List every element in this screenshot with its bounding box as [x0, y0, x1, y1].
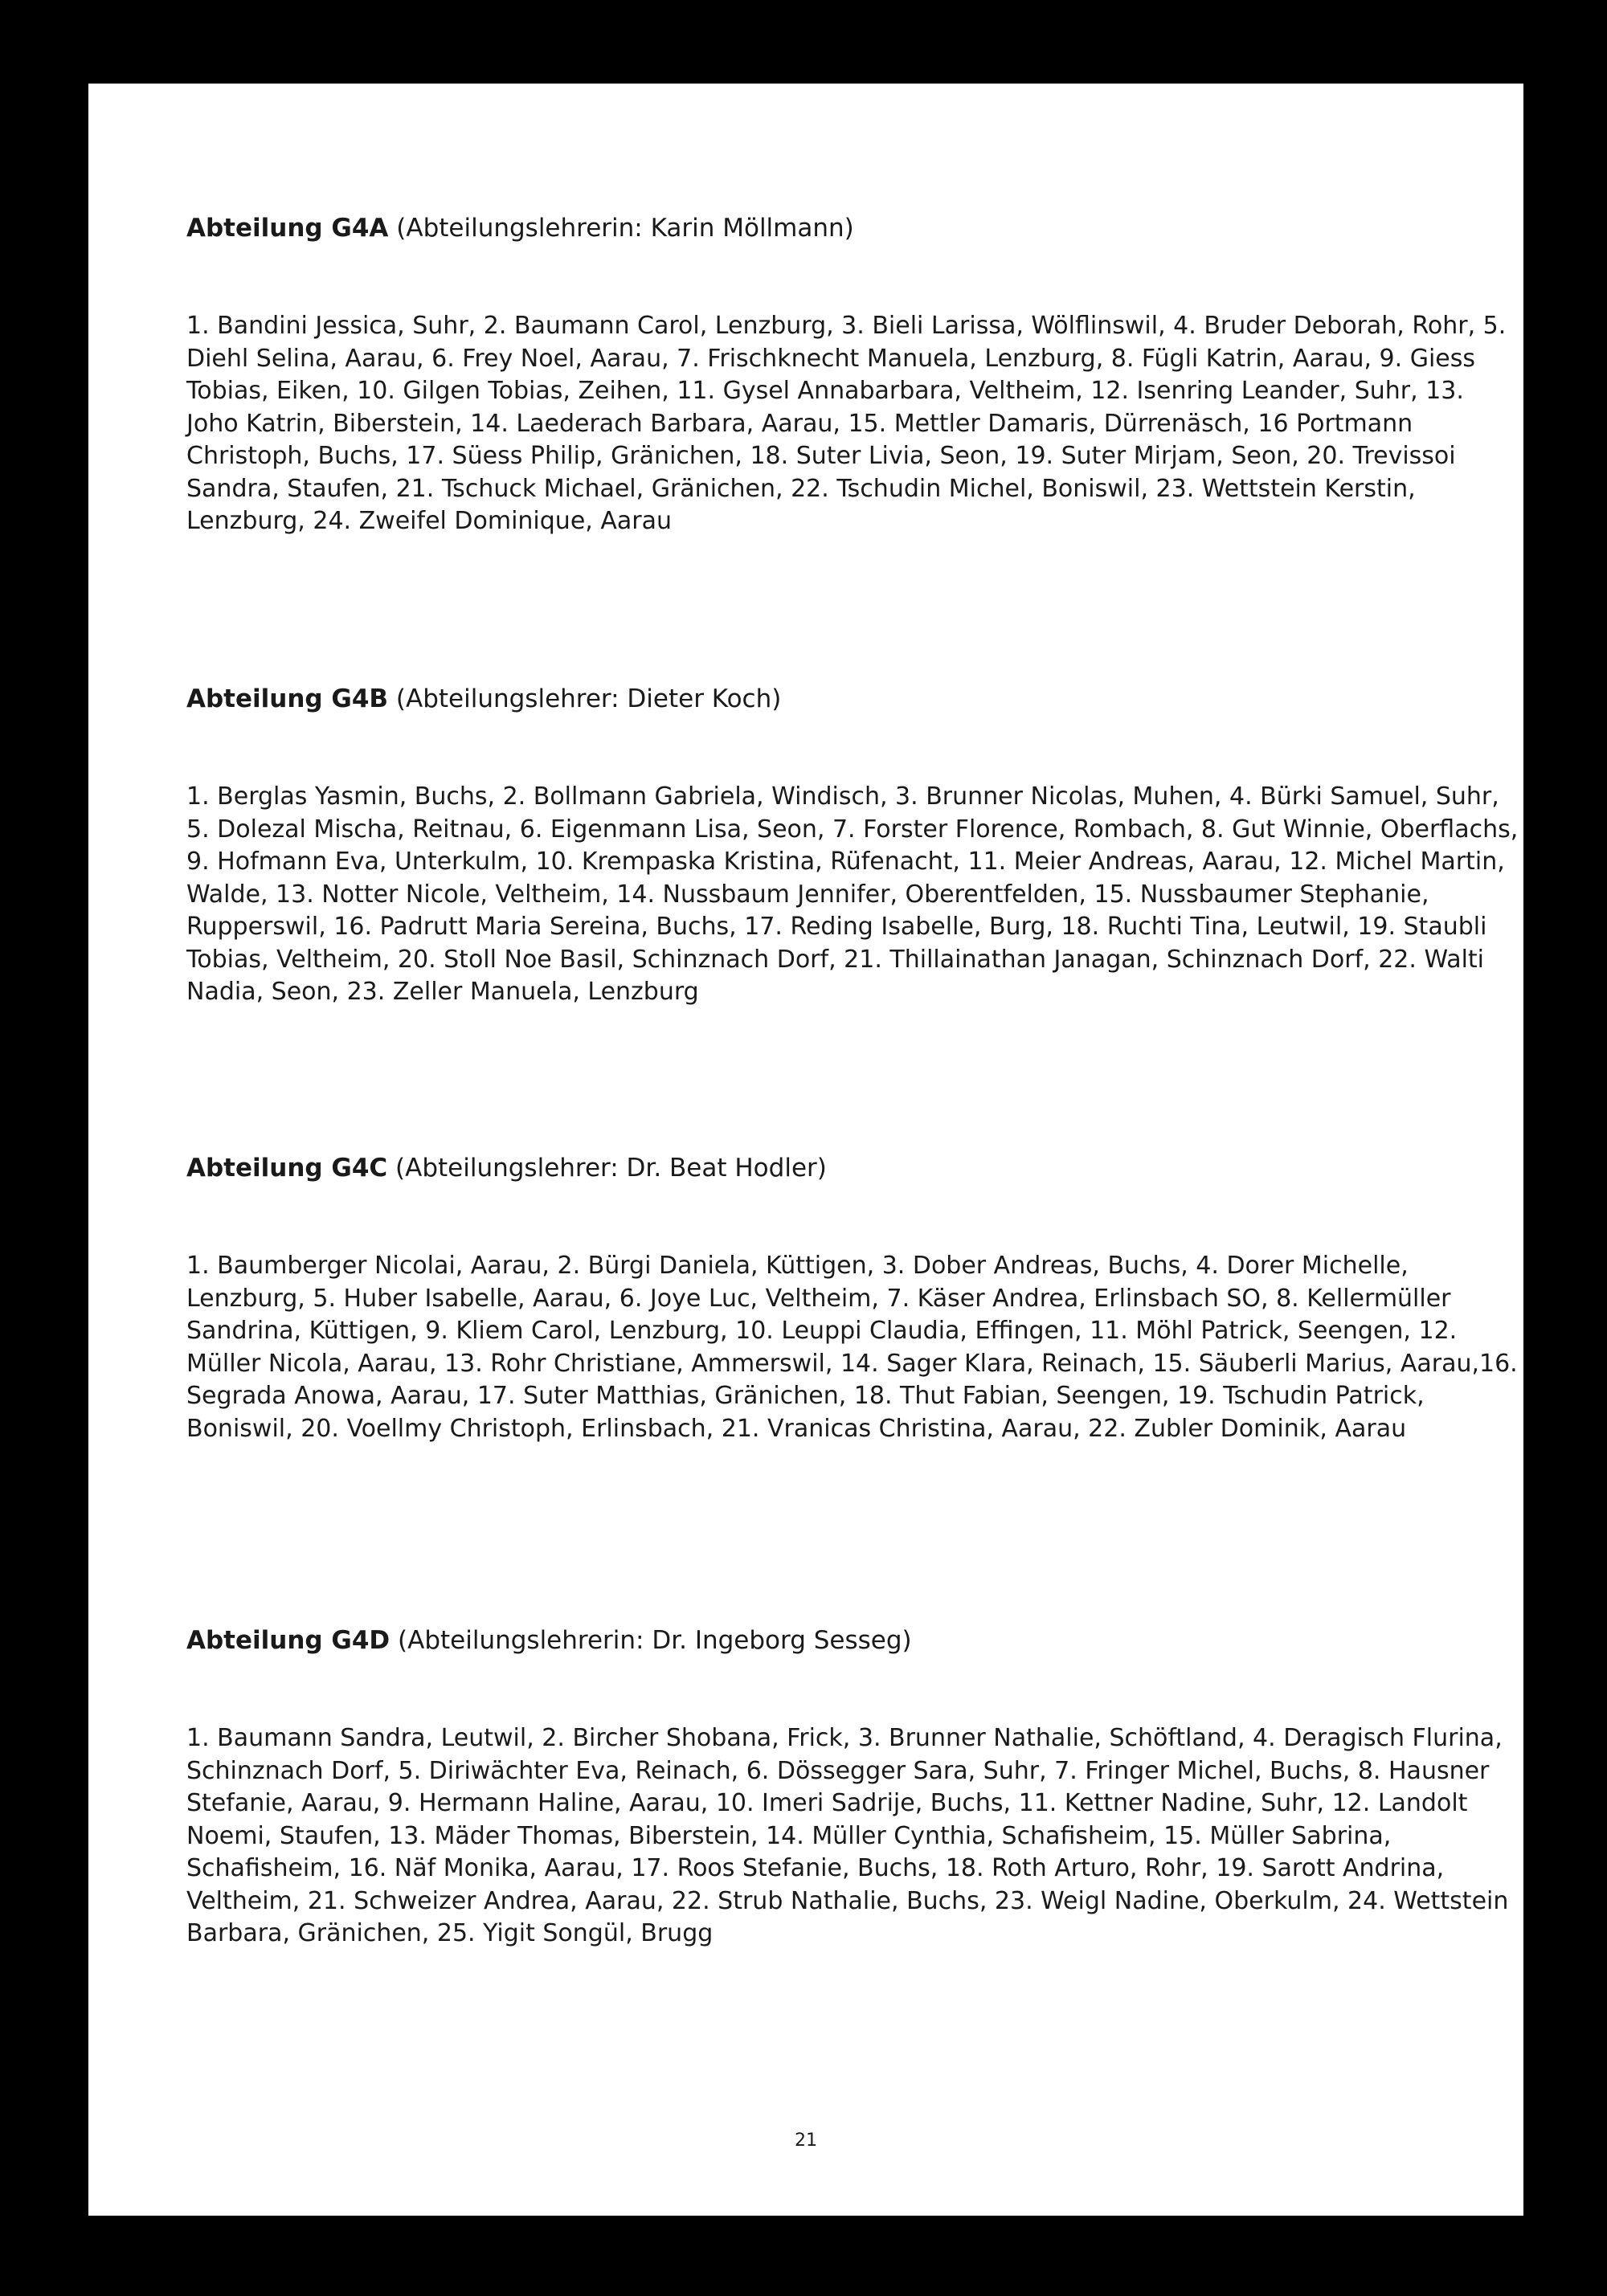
section-heading [186, 212, 1520, 244]
section-teacher: (Abteilungslehrerin: Karin Möllmann) [396, 214, 854, 243]
section-code: Abteilung G4A [186, 214, 389, 243]
section-heading [186, 1624, 1520, 1657]
student-list: 1. Berglas Yasmin, Buchs, 2. Bollmann Gabriela, Windisch, 3. Brunner Nicolas, Muhen, 4. Bürki Samuel, Suhr, 5. Dolezal Mischa, Reitnau, 6. Eigenmann Lisa, Seon, 7. Forster Florence, Rombach, 8. Gut Winnie, Oberflachs, 9. Hofmann Eva, Unterkulm, 10. Krempaska Kristina, Rüfenacht, 11. Meier Andreas, Aarau, 12. Michel Martin, Walde, 13. Notter Nicole, Veltheim, 14. Nussbaum Jennifer, Oberentfelden, 15. Nussbaumer Stephanie, Rupperswil, 16. Padrutt Maria Sereina, Buchs, 17. Reding Isabelle, Burg, 18. Ruchti Tina, Leutwil, 19. Staubli Tobias, Veltheim, 20. Stoll Noe Basil, Schinznach Dorf, 21. Thillainathan Janagan, Schinznach Dorf, 22. Walti Nadia, Seon, 23. Zeller Manuela, Lenzburg [186, 782, 1519, 1006]
section-g4c [186, 1152, 1520, 1445]
page-number: 21 [795, 2131, 817, 2151]
student-list: 1. Bandini Jessica, Suhr, 2. Baumann Carol, Lenzburg, 3. Bieli Larissa, Wölflinswil, 4. Bruder Deborah, Rohr, 5. Diehl Selina, Aarau, 6. Frey Noel, Aarau, 7. Frischknecht Manuela, Lenzburg, 8. Fügli Katrin, Aarau, 9. Giess Tobias, Eiken, 10. Gilgen Tobias, Zeihen, 11. Gysel Annabarbara, Veltheim, 12. Isenring Leander, Suhr, 13. Joho Katrin, Biberstein, 14. Laederach Barbara, Aarau, 15. Mettler Damaris, Dürrenäsch, 16 Portmann Christoph, Buchs, 17. Süess Philip, Gränichen, 18. Suter Livia, Seon, 19. Suter Mirjam, Seon, 20. Trevissoi Sandra, Staufen, 21. Tschuck Michael, Gränichen, 22. Tschudin Michel, Boniswil, 23. Wettstein Kerstin, Lenzburg, 24. Zweifel Dominique, Aarau [186, 312, 1507, 535]
section-code: Abteilung G4B [186, 684, 389, 713]
section-teacher: (Abteilungslehrerin: Dr. Ingeborg Sesseg) [398, 1626, 912, 1655]
student-list: 1. Baumberger Nicolai, Aarau, 2. Bürgi Daniela, Küttigen, 3. Dober Andreas, Buchs, 4. Dorer Michelle, Lenzburg, 5. Huber Isabelle, Aarau, 6. Joye Luc, Veltheim, 7. Käser Andrea, Erlinsbach SO, 8. Kellermüller Sandrina, Küttigen, 9. Kliem Carol, Lenzburg, 10. Leuppi Claudia, Effingen, 11. Möhl Patrick, Seengen, 12. Müller Nicola, Aarau, 13. Rohr Christiane, Ammerswil, 14. Sager Klara, Reinach, 15. Säuberli Marius, Aarau,16. Segrada Anowa, Aarau, 17. Suter Matthias, Gränichen, 18. Thut Fabian, Seengen, 19. Tschudin Patrick, Boniswil, 20. Voellmy Christoph, Erlinsbach, 21. Vranicas Christina, Aarau, 22. Zubler Dominik, Aarau [186, 1252, 1518, 1443]
section-code: Abteilung G4C [186, 1154, 388, 1183]
section-heading [186, 683, 1520, 715]
section-g4a [186, 212, 1520, 538]
section-g4b [186, 683, 1520, 1009]
section-teacher: (Abteilungslehrer: Dr. Beat Hodler) [395, 1154, 827, 1183]
section-teacher: (Abteilungslehrer: Dieter Koch) [395, 684, 782, 713]
student-list: 1. Baumann Sandra, Leutwil, 2. Bircher Shobana, Frick, 3. Brunner Nathalie, Schöftland, 4. Deragisch Flurina, Schinznach Dorf, 5. Diriwächter Eva, Reinach, 6. Dössegger Sara, Suhr, 7. Fringer Michel, Buchs, 8. Hausner Stefanie, Aarau, 9. Hermann Haline, Aarau, 10. Imeri Sadrije, Buchs, 11. Kettner Nadine, Suhr, 12. Landolt Noemi, Staufen, 13. Mäder Thomas, Biberstein, 14. Müller Cynthia, Schafisheim, 15. Müller Sabrina, Schafisheim, 16. Näf Monika, Aarau, 17. Roos Stefanie, Buchs, 18. Roth Arturo, Rohr, 19. Sarott Andrina, Veltheim, 21. Schweizer Andrea, Aarau, 22. Strub Nathalie, Buchs, 23. Weigl Nadine, Oberkulm, 24. Wettstein Barbara, Gränichen, 25. Yigit Songül, Brugg [186, 1724, 1509, 1947]
section-heading [186, 1152, 1520, 1184]
document-page [88, 84, 1523, 2216]
section-g4d [186, 1624, 1520, 1951]
section-code: Abteilung G4D [186, 1626, 391, 1655]
